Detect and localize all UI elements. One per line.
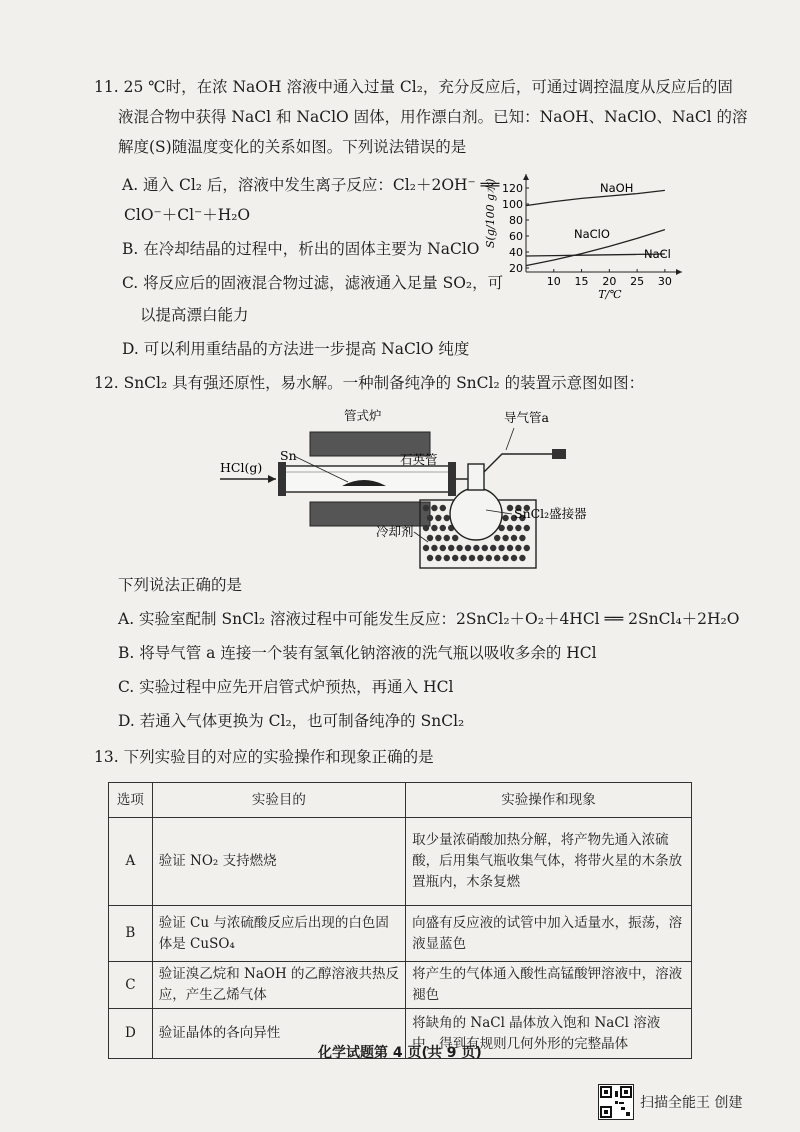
coolant-pellet (460, 555, 466, 561)
coolant-pellet (502, 555, 508, 561)
x-tick-label: 25 (630, 275, 645, 288)
apparatus-diagram (214, 402, 634, 582)
coolant-pellet (431, 545, 437, 551)
coolant-pellet (482, 545, 488, 551)
x-tick-label: 10 (546, 275, 561, 288)
coolant-pellet (519, 535, 525, 541)
row-aim: 验证 Cu 与浓硫酸反应后出现的白色固体是 CuSO₄ (152, 906, 405, 962)
coolant-pellet (431, 505, 437, 511)
quartz-tube (284, 466, 450, 492)
q12-option-a: A. 实验室配制 SnCl₂ 溶液过程中可能发生反应：2SnCl₂＋O₂＋4HCl ══ 2SnCl₄＋2H₂O (118, 610, 740, 628)
coolant-pellet (440, 505, 446, 511)
page-footer: 化学试题第 4 页(共 9 页) (318, 1045, 482, 1061)
q13-stem: 13. 下列实验目的对应的实验操作和现象正确的是 (94, 748, 434, 766)
coolant-pellet (486, 555, 492, 561)
q11-option-a-line1: A. 通入 Cl₂ 后，溶液中发生离子反应：Cl₂＋2OH⁻ ══ (122, 176, 500, 194)
coolant-pellet (448, 545, 454, 551)
y-tick-label: 80 (509, 214, 523, 227)
coolant-pellet (515, 545, 521, 551)
coolant-pellet (490, 545, 496, 551)
x-axis-arrow (676, 269, 682, 275)
coolant-pellet (431, 525, 437, 531)
coolant-pellet (465, 545, 471, 551)
row-option: C (109, 962, 153, 1009)
q11-option-a-line2: ClO⁻＋Cl⁻＋H₂O (124, 206, 251, 224)
series-line-naoh (526, 190, 665, 205)
q11-stem-line3: 解度(S)随温度变化的关系如图。下列说法错误的是 (118, 138, 467, 156)
x-tick-label: 15 (574, 275, 589, 288)
coolant-pellet (423, 525, 429, 531)
coolant-pellet (435, 535, 441, 541)
header-option: 选项 (109, 783, 153, 818)
y-axis-arrow (523, 174, 529, 180)
q12-stem: 12. SnCl₂ 具有强还原性，易水解。一种制备纯净的 SnCl₂ 的装置示意图如图： (94, 374, 645, 392)
y-tick-label: 100 (502, 198, 523, 211)
row-option: D (109, 1009, 153, 1059)
row-operation: 取少量浓硝酸加热分解，将产物先通入浓硫酸，后用集气瓶收集气体，将带火星的木条放置瓶内，木条复燃 (406, 818, 692, 906)
coolant-pellet (440, 525, 446, 531)
row-aim: 验证 NO₂ 支持燃烧 (152, 818, 405, 906)
left-stopper (278, 462, 286, 496)
table-row (109, 906, 692, 962)
coolant-pellet (502, 515, 508, 521)
label-receiver: SnCl₂盛接器 (514, 506, 587, 521)
x-axis-label: T/℃ (598, 288, 622, 301)
coolant-pellet (507, 505, 513, 511)
label-sn: Sn (280, 448, 297, 463)
series-label-naclo: NaClO (574, 227, 610, 241)
coolant-pellet (427, 515, 433, 521)
coolant-pellet (452, 535, 458, 541)
coolant-pellet (524, 545, 530, 551)
q11-option-b: B. 在冷却结晶的过程中，析出的固体主要为 NaClO (122, 240, 480, 258)
furnace-bottom-block (310, 502, 430, 526)
table-row (109, 962, 692, 1009)
row-aim: 验证溴乙烷和 NaOH 的乙醇溶液共热反应，产生乙烯气体 (152, 962, 405, 1009)
q12-option-b: B. 将导气管 a 连接一个装有氢氧化钠溶液的洗气瓶以吸收多余的 HCl (118, 644, 597, 662)
coolant-pellet (511, 535, 517, 541)
series-label-naoh: NaOH (600, 181, 634, 195)
qr-code-icon (598, 1084, 634, 1120)
q11-option-c-line2: 以提高漂白能力 (140, 306, 249, 324)
row-option: A (109, 818, 153, 906)
q12-ask: 下列说法正确的是 (118, 576, 243, 594)
coolant-pellet (435, 555, 441, 561)
scanner-watermark: 扫描全能王 创建 (640, 1095, 743, 1111)
y-tick-label: 40 (509, 246, 523, 259)
right-stopper (448, 462, 456, 496)
q11-option-d: D. 可以利用重结晶的方法进一步提高 NaClO 纯度 (122, 340, 470, 358)
coolant-pellet (423, 505, 429, 511)
header-operation: 实验操作和现象 (406, 783, 692, 818)
q12-option-d: D. 若通入气体更换为 Cl₂，也可制备纯净的 SnCl₂ (118, 712, 465, 730)
coolant-pellet (444, 535, 450, 541)
q12-option-c: C. 实验过程中应先开启管式炉预热，再通入 HCl (118, 678, 454, 696)
row-operation: 将缺角的 NaCl 晶体放入饱和 NaCl 溶液中，得到有规则几何外形的完整晶体 (406, 1009, 692, 1059)
experiment-table (108, 782, 692, 1059)
coolant-pellet (515, 525, 521, 531)
coolant-pellet (524, 525, 530, 531)
q11-option-c-line1: C. 将反应后的固液混合物过滤，滤液通入足量 SO₂，可 (122, 274, 504, 292)
coolant-pellet (519, 555, 525, 561)
coolant-pellet (423, 545, 429, 551)
coolant-pellet (507, 545, 513, 551)
coolant-pellet (502, 535, 508, 541)
q11-stem-line2: 液混合物中获得 NaCl 和 NaClO 固体，用作漂白剂。已知：NaOH、NaClO、NaCl 的溶 (118, 108, 748, 126)
coolant-pellet (511, 555, 517, 561)
table-row (109, 818, 692, 906)
flask-neck (468, 464, 484, 490)
table-header-row (109, 783, 692, 818)
row-operation: 向盛有反应液的试管中加入适量水，振荡，溶液显蓝色 (406, 906, 692, 962)
header-aim: 实验目的 (152, 783, 405, 818)
solubility-chart (482, 172, 688, 304)
coolant-pellet (469, 555, 475, 561)
x-tick-label: 30 (657, 275, 672, 288)
q11-stem-line1: 11. 25 ℃时，在浓 NaOH 溶液中通入过量 Cl₂，充分反应后，可通过调控温度从反应后的固 (94, 78, 733, 96)
coolant-pellet (494, 535, 500, 541)
gas-tube-a (484, 454, 554, 472)
coolant-pellet (440, 545, 446, 551)
y-tick-label: 60 (509, 230, 523, 243)
coolant-pellet (498, 545, 504, 551)
coolant-pellet (427, 535, 433, 541)
y-tick-label: 120 (502, 182, 523, 195)
row-option: B (109, 906, 153, 962)
row-operation: 将产生的气体通入酸性高锰酸钾溶液中，溶液褪色 (406, 962, 692, 1009)
y-axis-label: S(g/100 g水) (484, 178, 497, 248)
y-tick-label: 20 (509, 262, 523, 275)
coolant-pellet (435, 515, 441, 521)
coolant-pellet (507, 525, 513, 531)
series-label-nacl: NaCl (644, 247, 671, 261)
label-furnace: 管式炉 (344, 408, 382, 423)
coolant-pellet (477, 555, 483, 561)
coolant-pellet (452, 555, 458, 561)
coolant-pellet (494, 555, 500, 561)
label-hcl: HCl(g) (220, 460, 263, 475)
coolant-pellet (473, 545, 479, 551)
label-tube-a: 导气管a (504, 410, 549, 425)
row-aim: 验证晶体的各向异性 (152, 1009, 405, 1059)
tube-a-end (552, 449, 566, 459)
label-quartz-tube: 石英管 (400, 452, 438, 467)
coolant-pellet (444, 515, 450, 521)
coolant-pellet (444, 555, 450, 561)
x-tick-label: 20 (602, 275, 617, 288)
label-coolant: 冷却剂 (376, 524, 414, 539)
coolant-pellet (456, 545, 462, 551)
receiver-flask (450, 488, 502, 540)
coolant-pellet (427, 555, 433, 561)
